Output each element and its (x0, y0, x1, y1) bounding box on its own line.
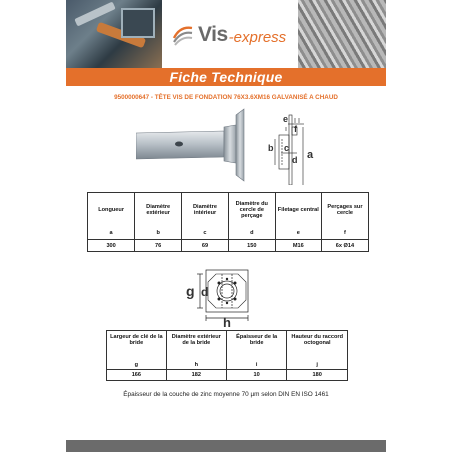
table-value-cell: 10 (226, 370, 287, 381)
table-header-cell: Largeur de clé de la bride (107, 331, 167, 361)
table-header-row (107, 331, 348, 361)
table-letter-cell: j (287, 360, 348, 370)
zinc-coating-note: Épaisseur de la couche de zinc moyenne 70 µm selon DIN EN ISO 1461 (123, 391, 329, 398)
dim-label-d-top: d (201, 285, 209, 299)
table-value-cell: 300 (88, 240, 135, 252)
table-letter-cell: d (228, 227, 275, 240)
table-value-cell: 69 (182, 240, 229, 252)
table-letter-cell: g (107, 360, 167, 370)
table-header-cell: Diamètre extérieur de la bride (166, 331, 226, 361)
table-header-cell: Diamètre extérieur (135, 193, 182, 228)
table-letter-cell: b (135, 227, 182, 240)
logo-vis-text: Vis (198, 23, 228, 46)
table-letter-row (107, 360, 348, 370)
table-letter-cell: h (166, 360, 226, 370)
table-value-cell: 182 (166, 370, 226, 381)
table-value-cell: 180 (287, 370, 348, 381)
table-header-row (88, 193, 369, 228)
footer-bar (66, 440, 386, 452)
table-value-cell: 166 (107, 370, 167, 381)
table-header-cell: Longueur (88, 193, 135, 228)
header-banner (66, 0, 386, 68)
table-header-cell: Épaisseur de la bride (226, 331, 287, 361)
table-header-cell: Perçages sur cercle (321, 193, 368, 228)
dim-label-b: b (268, 143, 274, 153)
screws-photo (298, 0, 386, 68)
dim-label-a: a (307, 149, 314, 161)
table-letter-cell: c (182, 227, 229, 240)
dim-label-d: d (292, 155, 298, 165)
workshop-photo (66, 0, 162, 68)
table-row (107, 370, 348, 381)
dim-label-f: f (294, 124, 297, 134)
table-letter-row (88, 227, 369, 240)
tool-shape (121, 8, 155, 38)
dim-label-h: h (223, 315, 231, 328)
table-header-cell: Hauteur du raccord octogonal (287, 331, 348, 361)
logo-express-text: -express (228, 28, 287, 46)
vis-express-logo (172, 20, 286, 50)
table-letter-cell: i (226, 360, 287, 370)
dimension-diagram (275, 115, 304, 185)
page-title: Fiche Technique (66, 68, 386, 86)
table-value-cell: 76 (135, 240, 182, 252)
table-header-cell: Filetage central (275, 193, 321, 228)
dim-label-e: e (283, 114, 289, 124)
side-view-drawing (136, 107, 336, 185)
table-header-cell: Diamètre intérieur (182, 193, 229, 228)
table-value-cell: 150 (228, 240, 275, 252)
screw-tube (136, 109, 244, 181)
dimensions-table-2 (106, 330, 348, 381)
spec-sheet-page (66, 0, 386, 452)
product-title: 9500000647 - TÊTE VIS DE FONDATION 76X3.6XM16 GALVANISÉ A CHAUD (114, 94, 338, 101)
logo-swoosh-icon (172, 24, 194, 46)
table-letter-cell: e (275, 227, 321, 240)
dim-label-g: g (186, 283, 195, 299)
tool-shape (74, 1, 115, 26)
table-letter-cell: a (88, 227, 135, 240)
table-value-cell: M16 (275, 240, 321, 252)
dimensions-table-1 (87, 192, 369, 252)
table-row (88, 240, 369, 252)
table-value-cell: 6x Ø14 (321, 240, 368, 252)
table-letter-cell: f (321, 227, 368, 240)
dim-label-c: c (284, 143, 290, 153)
top-view-drawing (176, 266, 276, 328)
table-header-cell: Diamètre du cercle de perçage (228, 193, 275, 228)
